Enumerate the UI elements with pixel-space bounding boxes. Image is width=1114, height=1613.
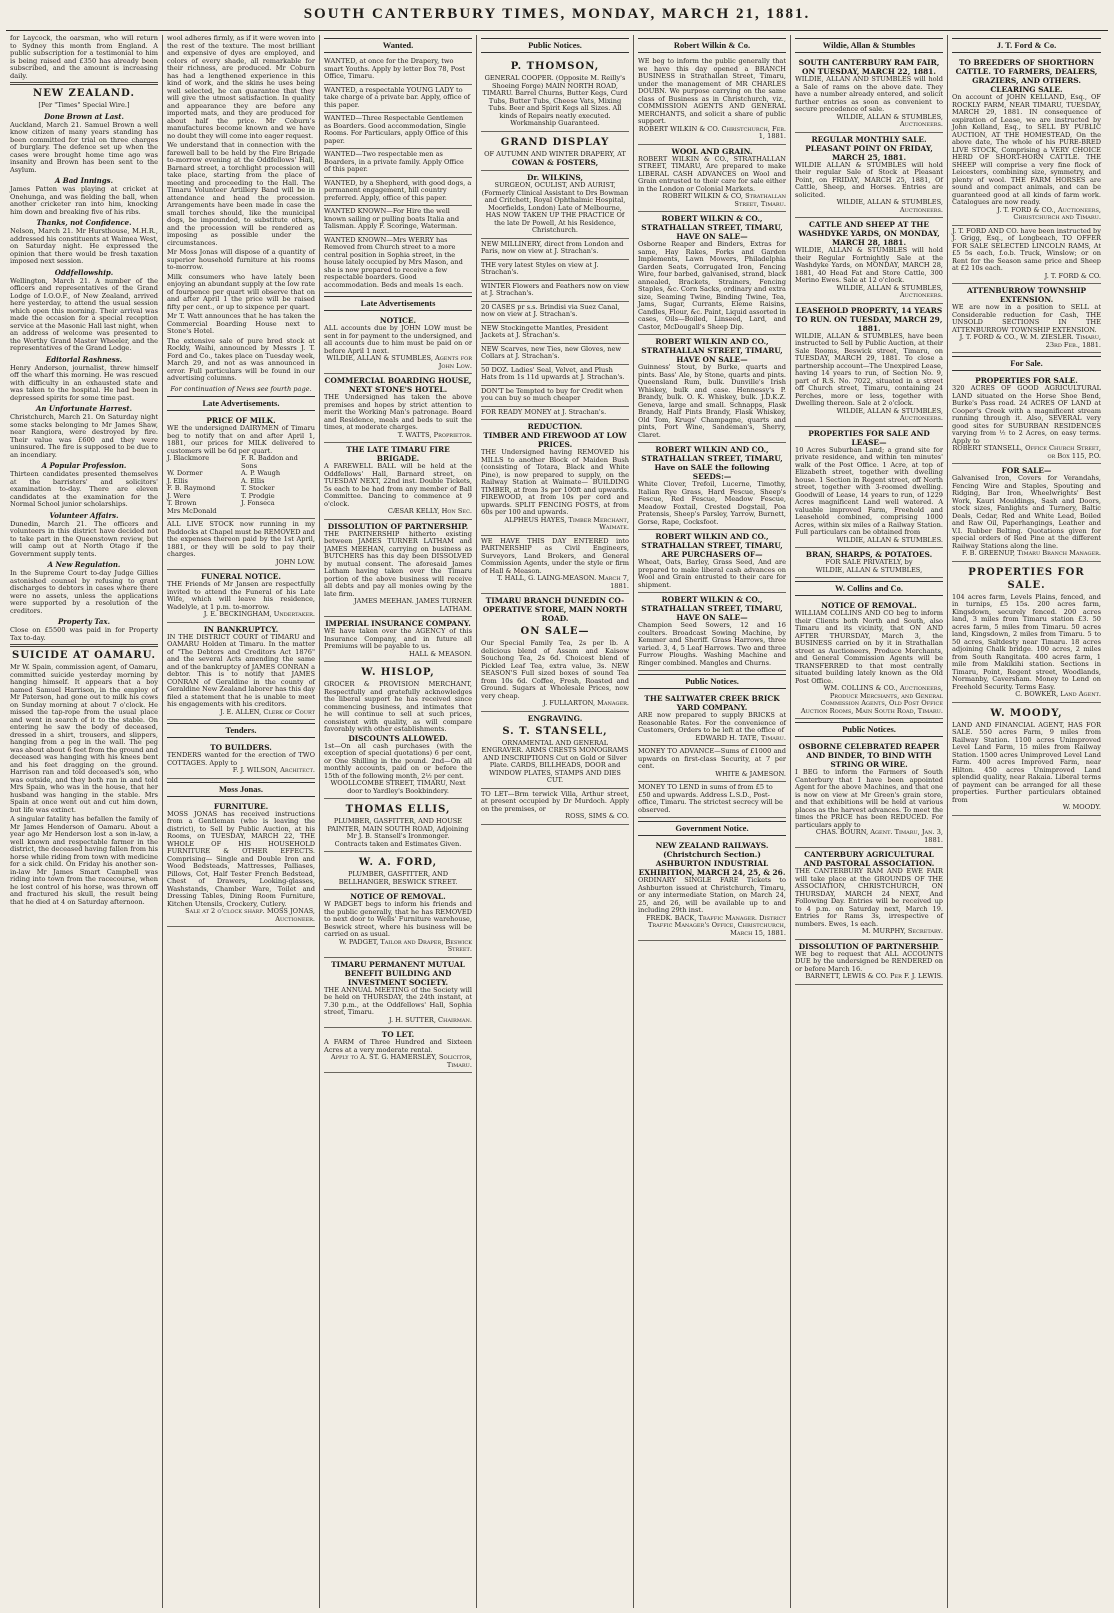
wool-article: wool adheres firmly, as if it were woven into the rest of the texture. The most brilliant and expensive of dyes are employed, and colors of every shade, all remarkable for their richness, are produced. Mr Coburn has had a lengthened experience in this kind of work, and the skins he uses being well selected, he can guarantee that they will give the utmost satisfaction. In quality and appearance they are before any imported mats, and they are produced for about half the price. Mr Coburn's manufactures become known and we have no doubt they will come into eager request. — [167, 35, 315, 140]
news-item — [10, 219, 158, 266]
ad-signature: Apply to A. ST. G. HAMERSLEY, Solicitor, Timaru. — [330, 1053, 472, 1069]
money-lend-ad: MONEY TO LEND in sums of from £5 to £50 and upwards. Address L.S.D., Post-office, Timaru. The strictest secrecy will be observed. — [638, 782, 786, 818]
public-notices-heading: Public Notices. — [638, 674, 786, 689]
furniture-sale-ad — [167, 800, 315, 928]
ad-signature: WM. COLLINS & CO., Auctioneers, Produce Merchants, and General Commission Agents, Old Post Office Auction Rooms, Main South Road, Timaru. — [800, 684, 943, 715]
ad-text: Champion Seed Sowers, 12 and 16 coulters. Broadcast Sowing Machine, by Kemmer and Sheriff. Grass Harrows, three varied. 3, 4, 5 Leaf Harrows. Two and three Furrow Ploughs. Washing Machine and Ringer combined. Mangles and Churns. — [638, 621, 786, 667]
strachan-ad: NEW MILLINERY, direct from London and Paris, now on view at J. Strachan's. — [481, 239, 629, 260]
news-item-body: Nelson, March 21. Mr Hursthouse, M.H.R., addressed his constituents at Waimea West, on Saturday night. He expressed the opinion that there would be fresh taxation imposed next session. — [10, 227, 158, 265]
township-extension-ad — [952, 284, 1101, 353]
ad-title: ROBERT WILKIN & CO., STRATHALLAN STREET, TIMARU, HAVE ON SALE— — [641, 595, 783, 622]
ad-text: 320 ACRES OF GOOD AGRICULTURAL LAND situated on the Horse Shoe Bend, Burke's Pass road. 24 ACRES OF LAND at Cooper's Creek with a magnificent stream running through it. Also, SEVERAL very good sites for SUBURBAN RESIDENCES varying from ½ to 2 Acres, on easy terms. Apply to — [952, 384, 1101, 445]
dairyman-name: F. B. Raymond — [167, 484, 216, 492]
stansell-properties-ad — [952, 374, 1101, 464]
ad-signature: ROBERT STANSELL, Office Church Street, or Box 115, P.O. — [952, 444, 1101, 460]
ad-text: A FAREWELL BALL will be held at the Oddfellows' Hall, Barnard street, on TUESDAY NEXT, 22nd inst. Double Tickets, 5s each to be had from any member of Ball Committee. Dancing to commence at 9 o'clock. — [324, 462, 472, 508]
ad-text: PLUMBER, GASFITTER, AND HOUSE PAINTER, MAIN SOUTH ROAD, Adjoining Mr J. B. Stansell's Ironmonger. — [327, 817, 469, 840]
dairyman-name: Mrs McDonald — [167, 506, 217, 515]
tenders-heading: Tenders. — [167, 723, 315, 738]
wilkin-spirits-ad — [638, 335, 786, 443]
ad-text: SURGEON, OCULIST, AND AURIST, (Formerly Clinical Assistant to Drs Bowman and Critchett, Royal Ophthalmic Hospital, Moorfields, London) Late of Melbourne, HAS NOW TAKEN UP THE PRACTICE Of the late Dr Powell, At his Residence, Christchurch. — [481, 181, 629, 234]
news-item — [10, 561, 158, 615]
ad-title: PROPERTIES FOR SALE. — [975, 376, 1078, 385]
ad-name: W. A. FORD, — [358, 857, 438, 868]
drapery-display-ad — [481, 132, 629, 172]
railways-ad — [638, 839, 786, 941]
wilkin-branch-ad — [638, 56, 786, 145]
late-advertisements-heading: Late Advertisements — [324, 296, 472, 311]
ad-signature: JAMES MEEHAN. JAMES TURNER LATHAM. — [353, 597, 472, 613]
ad-text: GENERAL COOPER. (Opposite M. Reilly's Shoeing Forge) MAIN NORTH ROAD, TIMARU. Barrel Churns, Butter Kegs, Curd Tubs, Butter Tubs, Cheese Vats, Mixing Tubs. Beer and Spirit Kegs all Sizes. All kinds of Repairs neatly executed. Workmanship Guaranteed. — [482, 74, 628, 127]
wanted-ad: WANTED—Three Respectable Gentlemen as Boarders. Good accommodation, Single Rooms. For Particulars, apply Office of this paper. — [324, 113, 472, 149]
ad-title: TO BREEDERS OF SHORTHORN CATTLE. TO FARMERS, DEALERS, GRAZIERS, AND OTHERS. CLEARING SALE. — [955, 58, 1098, 94]
ad-title: DISSOLUTION OF PARTNERSHIP. — [798, 941, 940, 951]
ad-title: ROBERT WILKIN AND CO., STRATHALLAN STREET, TIMARU, Have on SALE the following SEEDS:— — [641, 445, 783, 481]
dairyman-name: J. Ellis — [167, 476, 188, 485]
ad-title: DISSOLUTION OF PARTNERSHIP. — [327, 521, 469, 531]
insurance-ad — [324, 617, 472, 662]
news-item-title: A Popular Profession. — [41, 461, 127, 470]
wilkin-machinery-ad — [638, 593, 786, 671]
ad-signature: F. J. WILSON, Architect. — [232, 766, 315, 774]
column-4 — [477, 35, 634, 1608]
ad-text: ORNAMENTAL AND GENERAL ENGRAVER. ARMS CRESTS MONOGRAMS AND INSCRIPTIONS Cut on Gold or Silver Plate. CARDS, BILLHEADS, DOOR and WINDOW PLATES, STAMPS AND DIES CUT. — [481, 738, 629, 784]
ad-name: THOMAS ELLIS, — [345, 804, 451, 815]
ad-signature: WHITE & JAMESON. — [715, 769, 786, 778]
divider — [10, 644, 158, 647]
ad-signature: CÆSAR KELLY, Hon Sec. — [387, 507, 472, 515]
ad-signature: T. WATTS, Proprietor. — [397, 430, 472, 439]
ad-text: IN THE DISTRICT COURT of TIMARU and OAMARU Holden at Timaru. In the matter of "The Debtors and Creditors Act 1876" and the several Acts amending the same and of the bankruptcy of JAMES CONRAN a debtor. This is to notify that JAMES CONRAN of Geraldine in the county of Geraldine New Zealand laborer has this day filed a statement that he is unable to meet his engagements with his creditors. — [167, 632, 315, 708]
ad-text: TENDERS wanted for the erection of TWO COTTAGES. Apply to — [167, 751, 315, 767]
ad-title: REDUCTION. — [527, 422, 583, 431]
ad-name: S. T. STANSELL, — [502, 725, 608, 737]
strachan-ad: FOR READY MONEY at J. Strachan's. — [481, 407, 629, 421]
ad-text: W PADGET begs to inform his friends and the public generally, that he has REMOVED to next door to Wells' Furniture warehouse, Beswick street, where his business will be carried on as usual. — [324, 900, 472, 938]
ad-title: CATTLE AND SHEEP AT THE WASHDYKE YARDS, ON MONDAY, MARCH 28, 1881. — [798, 220, 940, 247]
ad-title: ROBERT WILKIN AND CO., STRATHALLAN STREET, TIMARU, HAVE ON SALE— — [641, 337, 783, 364]
building-society-ad — [324, 958, 472, 1029]
ad-name: W. MOODY, — [990, 707, 1063, 719]
ad-signature: ROBERT WILKIN & CO. Christchurch, Feb. 1, 1881. — [638, 124, 786, 140]
bankruptcy-notice — [167, 623, 315, 721]
washdyke-sale-ad — [795, 218, 943, 304]
wanted-ad: WANTED—Two respectable men as Boarders, in a private family. Apply Office of this paper. — [324, 149, 472, 178]
wilkin-purchasers-ad — [638, 530, 786, 593]
wanted-heading: Wanted. — [324, 38, 472, 53]
stock-sale-note: The extensive sale of pure bred stock at Rockly, Waihi, announced by Messrs J. T. Ford and Co., takes place on Tuesday week, March 29, and not as was announced in error. Full particulars will be found in our advertising columns. — [167, 336, 315, 382]
jonas-note: Mr Moss Jonas will dispose of a quantity of superior household furniture at his rooms to-morrow. — [167, 248, 315, 271]
ad-text: ALL accounts due by JOHN LOW must be sent in for payment to the undersigned, and all accounts due to him must be paid on or before April 1 next. — [324, 324, 472, 355]
strachan-ad: 50 DOZ. Ladies' Seal, Velvet, and Plush Hats from 1s 11d upwards at J. Strachan's. — [481, 365, 629, 386]
ad-subtitle: ON SALE— — [520, 626, 590, 637]
agricultural-association-ad — [795, 848, 943, 940]
news-item — [10, 512, 158, 559]
ad-note: Contracts taken and Estimates Given. — [334, 839, 462, 848]
dairyman-name: J. Were — [167, 491, 191, 500]
news-item-body: Close on £5500 was paid in for Property Tax to-day. — [10, 626, 158, 642]
column-2 — [163, 35, 320, 1608]
ad-text: WE beg to request that ALL ACCOUNTS DUE by the undersigned be RENDERED on or before March 16. — [795, 949, 943, 973]
ad-signature: Sale at 2 o'clock sharp. MOSS JONAS, Auctioneer. — [185, 907, 315, 923]
lincoln-rams-ad — [952, 226, 1101, 285]
news-item-body: Thirteen candidates presented themselves at the barristers' and solicitors' examination to-day. There are eleven candidates at the examination for the Normal School junior scholarships. — [10, 470, 158, 508]
ad-title: IN BANKRUPTCY. — [203, 624, 279, 634]
ad-text: MOSS JONAS has received instructions from a Gentleman (who is leaving the district), to Sell by Public Auction, at his Rooms, on TUESDAY, MARCH 22, THE WHOLE OF HIS HOUSEHOLD FURNITURE & OTHER EFFECTS. Comprising— Single and Double Iron and Wood Bedsteads, Mattresses, Palliases, Pillows, Cot, Half Tester French Bedstead, Chest of Drawers, Looking-glasses, Washstands, Chamber Ware, Toilet and Dressing Tables, Dining Room Furniture, Kitchen Utensils, Crockery, Cutlery. — [167, 809, 315, 908]
wilkins-surgeon-ad — [481, 171, 629, 239]
news-item — [10, 269, 158, 353]
ad-title: SOUTH CANTERBURY RAM FAIR, ON TUESDAY, MARCH 22, 1881. — [798, 58, 940, 76]
funeral-notice — [167, 570, 315, 623]
ad-text: Our Special Family Tea, 2s per lb. A delicious blend of Assam and Kaisow Souchong Tea, 2s 6d. Choicest blend of Pickled Leaf Tea, extra value, 3s. NEW SEASON'S Full sized boxes of sound Tea from 10s 6d. Coffee, Fresh, Roasted and Ground. Sugars at Wholesale Prices, now very cheap. — [481, 639, 629, 700]
live-stock-ad — [167, 519, 315, 570]
strachan-ad: DON'T be Tempted to buy for Credit when you can buy so much cheaper — [481, 386, 629, 407]
ad-name: P. THOMSON, — [510, 61, 600, 72]
ford-heading: J. T. Ford & Co. — [952, 38, 1101, 53]
public-notices-heading: Public Notices. — [481, 38, 629, 53]
ad-title: LEASEHOLD PROPERTY, 14 YEARS TO RUN. ON TUESDAY, MARCH 29, 1881. — [795, 305, 943, 333]
notice-ad — [324, 314, 472, 374]
news-item-title: A Bad Innings. — [54, 176, 114, 185]
ad-text: THE CANTERBURY RAM AND EWE FAIR will take place at the GROUNDS OF THE ASSOCIATION, CHRISTCHURCH, ON THURSDAY, MARCH 24 NEXT, And Following Day. Entries will be received up to 4 p.m. on Saturday next, March 19. Entries for Rams 3s, irrespective of numbers. Ewes, 1s each. — [795, 867, 943, 928]
osborne-reaper-ad — [795, 740, 943, 848]
news-item — [10, 177, 158, 216]
engraver-ad — [481, 712, 629, 789]
wilkin-heading: Robert Wilkin & Co. — [638, 38, 786, 53]
ad-signature: J. T. FORD & CO. — [1044, 271, 1101, 280]
ad-signature: W. MOODY. — [1062, 803, 1101, 811]
dissolution-ad — [324, 520, 472, 618]
ad-title: ROBERT WILKIN AND CO., STRATHALLAN STREET, TIMARU, ARE PURCHASERS OF— — [641, 532, 783, 559]
milk-note: Milk consumers who have lately been enjoying an abundant supply at the low rate of fourpence per quart will observe that on and after April 1 the price will be raised fifty per cent., or up to sixpence per quart. — [167, 272, 315, 311]
dairymen-list — [167, 455, 315, 515]
ad-title: CANTERBURY AGRICULTURAL AND PASTORAL ASSOCIATION. — [803, 850, 935, 868]
milk-price-ad — [167, 414, 315, 519]
fire-brigade-ball-ad — [324, 443, 472, 520]
dairyman-name: T. Stocker — [241, 484, 275, 492]
wanted-ad: WANTED, a respectable YOUNG LADY to take charge of a private bar. Apply, office of this paper. — [324, 85, 472, 114]
villa-to-let-ad — [481, 789, 629, 825]
ad-text: Guinness' Stout, by Burke, quarts and pints. Bass' Ale, by Stone, quarts and pints. Queensland Rum, bulk. Dunville's Irish Whiskey, bulk and case. Hennessy's P. Brandy, bulk. O. K. Whiskey, bulk. J.D.K.Z. Geneva, large and small. Schnapps, Flask Brandy, Half Pints Brandy, Flask Whiskey, Old Tom, Krugs' Champagne, quarts and pints, Port Wine, Sandeman's, Sherry, Claret. — [638, 363, 786, 439]
hislop-ad — [324, 662, 472, 799]
wool-grain-ad — [638, 145, 786, 213]
ad-title: WOOL AND GRAIN. — [671, 146, 753, 156]
ad-signature: ROSS, SIMS & CO. — [565, 812, 629, 820]
continuation-note: For continuation of News see fourth page. — [170, 384, 312, 393]
news-item — [10, 113, 158, 175]
column-1 — [6, 35, 163, 1608]
ad-text: WE beg to inform the public generally that we have this day opened a BRANCH BUSINESS in Strathallan Street, Timaru, under the management of MR CHARLES DOUBN. We purpose carrying on the same class of Business as in Christchurch, viz., COMMISSION AGENTS AND GENERAL MERCHANTS, and solicit a share of public support. — [638, 57, 786, 125]
tenders-ad — [167, 741, 315, 779]
ad-text: 104 acres farm, Levels Plains, fenced, and in turnips, £5 15s. 200 acres farm, Kingsdown, securely fenced. 200 acres land, 3 miles from Timaru station £3. 50 acres farm, 5 miles from Timaru. 50 acres land, Kingsdown, 2 miles from Timaru. 5 to 50 acres, Saltdesty near Timaru. 18 acres adjoining Chalk bridge. 100 acres, 2 miles from South Rangitata. 400 acres farm, 1 mile from Makikihi station. Sections in Timaru, Point, Regent street, Woodlands, Normanby, Caversham. Money to Lend on Freehold Security. Terms Easy. — [952, 592, 1101, 691]
news-item-body: Henry Anderson, journalist, threw himself off the wharf this morning. He was rescued with difficulty in an exhausted state and was taken to the hospital. He had been in depressed spirits for some time past. — [10, 363, 158, 402]
ad-title: NOTICE OF REMOVAL. — [821, 601, 917, 610]
news-item-title: Done Brown at Last. — [44, 111, 124, 121]
ad-text: FOR SALE PRIVATELY, by — [825, 558, 913, 566]
ad-text: I BEG to inform the Farmers of South Canterbury that I have been appointed Agent for the above Machines, and that one is now on view at Mr Green's grain store, and that exhibitions will be held at various places as the harvest advances. To meet the times the PRICE has been REDUCED. For particulars apply to — [795, 768, 943, 829]
money-advance-ad — [638, 746, 786, 782]
ad-signature: EDWARD H. TATE, Timaru. — [695, 733, 786, 742]
collins-removal-ad — [795, 599, 943, 719]
ad-text: A FARM of Three Hundred and Sixteen Acres at a very moderate rental. — [324, 1038, 472, 1054]
watt-note: Mr T. Watt announces that he has taken the Commercial Boarding House next to Stone's Hotel. — [167, 312, 315, 335]
ad-title: FURNITURE. — [213, 801, 269, 811]
wildie-heading: Wildie, Allan & Stumbles — [795, 38, 943, 53]
ad-signature: J. FULLARTON, Manager. — [542, 699, 629, 707]
ad-title: TO LET. — [381, 1030, 415, 1039]
leasehold-ad — [795, 304, 943, 427]
ad-text: 10 Acres Suburban Land; a grand site for private residence, and within ten minutes' walk of the Post Office. 1 Acre, at top of Elizabeth street, together with dwelling house. 1 Section in Regent street, off North street, together with 3-roomed dwelling. Goodwill of Lease, 14 years to run, of 1229 Acres magnificent Land well watered. A valuable improved Farm, Freehold and Leasehold combined, comprising 1000 Acres, within six miles of a Railway Station. Full particulars can be obtained from — [795, 445, 943, 536]
ad-signature: T. HALL, G. LAING-MEASON. March 7, 1881. — [497, 574, 629, 590]
column-5 — [634, 35, 791, 1608]
news-item-title: A New Regulation. — [47, 560, 121, 569]
ad-text: WILDIE, ALLAN & STUMBLES will hold their Regular Fortnightly Sale at the Washdyke Yards, on MONDAY, MARCH 28, 1881, 40 Head Fat and Store Cattle, 300 Merino Ewes. Sale at 12 o'clock. — [795, 246, 943, 284]
thomson-cooper-ad — [481, 56, 629, 132]
ad-title: PROPERTIES FOR SALE AND LEASE— — [808, 428, 930, 447]
ad-signature: J. E. BECKINGHAM, Undertaker. — [203, 610, 315, 618]
wanted-ad: WANTED, by a Shepherd, with good dogs, a permanent engagement, hill country preferred. Apply, office of this paper. — [324, 178, 472, 207]
partnership-ad — [481, 536, 629, 595]
ad-signature: ALPHEUS HAYES, Timber Merchant, Waimate. — [504, 515, 629, 531]
news-item-body: Dunedin, March 21. The officers and volunteers in this district have decided not to take part in the Queenstown review, but will camp out at North Otago if the Government supply tents. — [10, 519, 158, 558]
news-item-title: Editorial Rashness. — [45, 354, 123, 364]
ad-signature: WILDIE, ALLAN & STUMBLES, — [815, 565, 923, 574]
ad-title: BRAN, SHARPS, & POTATOES. — [805, 550, 933, 559]
news-item-body: James Patten was playing at cricket at Onehunga, and was fielding the ball, when another cricketer ran into him, knocking him down and breaking five of his ribs. — [10, 185, 158, 216]
ad-text: MONEY TO ADVANCE—Sums of £1000 and upwards on first-class Security, at 7 per cent. — [638, 747, 786, 770]
dairyman-name: A. Ellis — [241, 476, 265, 485]
strachan-ad: WINTER Flowers and Feathers now on view at J. Strachan's. — [481, 281, 629, 302]
dissolution-ad — [795, 940, 943, 985]
ad-signature: ROBERT WILKIN & CO, Strathallan Street, Timaru. — [662, 192, 786, 208]
wanted-ad: WANTED KNOWN—For Hire the well known sailing or pulling boats Italia and Talisman. Apply F. Scoringe, Waterman. — [324, 206, 472, 235]
ad-signature: W. PADGET, Tailor and Draper, Beswick Street. — [339, 937, 472, 953]
news-item-body: In the Supreme Court to-day Judge Gillies astonished counsel by refusing to grant discharges to debtors in cases where there were no assets, unless the applications were supported by a resolution of the creditors. — [10, 569, 158, 615]
ad-text: THE ANNUAL MEETING of the Society will be held on THURSDAY, the 24th instant, at 7.30 p.m., at the Oddfellows' Hall, Sophia street, Timaru. — [324, 985, 472, 1016]
ad-text: THE PARTNERSHIP hitherto existing between JAMES TURNER LATHAM and JAMES MEEHAN, carrying on business as BUTCHERS has this day been DISSOLVED by mutual consent. The aforesaid James Latham having taken over the Timaru portion of the above business will receive all debts and pay all monies owing by the late firm. — [324, 529, 472, 598]
ad-title: THE LATE TIMARU FIRE BRIGADE. — [346, 445, 450, 463]
ad-text: WILDIE, ALLAN AND STUMBLES will hold a Sale of rams on the above date. They have a number already entered, and solicit further entries as soon as convenient to secure precedence of sale. — [795, 75, 943, 113]
ad-title: OSBORNE CELEBRATED REAPER AND BINDER, TO BIND WITH STRING OR WIRE. — [798, 742, 940, 769]
ad-signature: COWAN & FOSTERS, — [511, 158, 599, 167]
news-item-title: Property Tax. — [57, 617, 111, 626]
timber-ad — [481, 420, 629, 536]
ad-text: WILDIE, ALLAN & STUMBLES, have been instructed to Sell by Public Auction, at their Sale Rooms, Beswick street, Timaru, on TUESDAY, MARCH 29, 1881. To close a partnership account—The Unexpired Lease, having 14 years to run, of Section No. 9, part of R.S. No. 7022, situated in a street off Church street, Timaru, containing 24 Perches, more or less, together with Dwelling thereon. Sale at 2 o'clock. — [795, 331, 943, 407]
ad-title: ENGRAVING. — [527, 713, 583, 723]
ad-text: THE Undersigned having REMOVED his MILLS to another Block of Maiden Bush (consisting of Totara, Black and White Pine), is now prepared to supply, on the Railway Station at Waimate— BUILDING TIMBER, at from 3s per 100ft and upwards. FIREWOOD, at from 10s per cord and upwards. SPLIT FENCING POSTS, at from 60s per 100 and upwards. — [481, 448, 629, 516]
ad-text: WE the undersigned DAIRYMEN of Timaru beg to notify that on and after April 1, 1881, our prices for MILK delivered to customers will be 6d per quart. — [167, 424, 315, 455]
ad-signature: J. T. FORD & CO., Auctioneers, Christchurch and Timaru. — [997, 205, 1101, 221]
brick-company-ad — [638, 692, 786, 746]
ad-title: Dr. WILKINS, — [526, 173, 583, 182]
ad-title: NOTICE. — [379, 316, 417, 325]
ad-text: ORDINARY SINGLE FARE Tickets to Ashburton issued at Christchurch, Timaru, or any intermediate Station, on March 24, 25, and 26, will be available up to and including 29th inst. — [638, 876, 786, 914]
late-advertisements-heading: Late Advertisements. — [167, 396, 315, 411]
wanted-ad: WANTED, at once for the Drapery, two smart Youths. Apply by letter Box 78, Post Office, Timaru. — [324, 56, 472, 85]
ad-text: WILDIE ALLAN & STUMBLES will hold their regular Sale of Stock at Pleasant Point, on FRIDAY, MARCH 25, 1881, Of Cattle, Sheep, and Horses. Entries are solicited. — [795, 160, 943, 199]
ad-text: ALL LIVE STOCK now running in my Paddocks at Chapel must be REMOVED and the expenses thereon paid by the 1st April, 1881, or they will be sold to pay their charges. — [167, 520, 315, 558]
ad-signature: J. H. SUTTER, Chairman. — [388, 1015, 472, 1024]
ad-title: DISCOUNTS ALLOWED. — [348, 733, 448, 743]
ad-text: THE Friends of Mr Jansen are respectfully invited to attend the Funeral of his Late Wife, which will leave his residence, Wadelyle, at 1 p.m. to-morrow. — [167, 580, 315, 611]
farm-to-let-ad — [324, 1028, 472, 1073]
government-notice-heading: Government Notice. — [638, 821, 786, 836]
news-item-title: Oddfellowship. — [54, 267, 114, 277]
dairyman-name: T. Brown — [167, 499, 197, 507]
properties-lease-ad — [795, 427, 943, 549]
suicide-article: Mr W. Spain, commission agent, of Oamaru, committed suicide yesterday morning by hanging himself. It appears that a boy named Samuel Harrison, in the employ of Mr Paterson, had gone out to milk his cows on Sunday morning at about 7 o'clock. He missed the tap-rope from the usual place and went in search of it to the stable. On entering he saw the body of deceased, dressed in a shirt, trousers, and slippers, hanging from a peg in the wall. The peg was about about 6 feet from the ground and deceased was hanging with his knees bent and his feet dragging on the ground. Harrison ran and told deceased's son, who was outside, and they both ran in and told Mrs Spain, who was in the house, that her husband was hanging in the stable. Mrs Spain at once went out and cut him down, but life was extinct. — [10, 663, 158, 814]
ad-signature: WILDIE, ALLAN & STUMBLES, Agents for John Low. — [326, 354, 472, 370]
moss-jonas-heading: Moss Jonas. — [167, 782, 315, 797]
fire-brigade-article: We understand that in connection with the farewell ball to be held by the Fire Brigade to-morrow evening at the Oddfellows' Hall, Barnard street, a torchlight procession will take place, starting from the place of meeting and proceeding to the Hall. The Timaru Volunteer Artillery Band will be in attendance and head the procession. Arrangements have been made in case the small torches should, like the municipal dogs, be impounded, to substitute others, and the procession will be rendered as imposing as possible under the circumstances. — [167, 141, 315, 247]
ad-text: ROBERT WILKIN & CO., STRATHALLAN STREET, TIMARU, Are prepared to make LIBERAL CASH ADVANCES on Wool and Grain entrusted to their care for sale either in the London or Colonial Markets. — [638, 154, 786, 193]
masthead — [6, 6, 1108, 31]
news-item — [10, 356, 158, 403]
ad-title: TO BUILDERS. — [210, 743, 272, 752]
strachan-ad: NEW Stockingette Mantles, President Jackets at J. Strachan's. — [481, 323, 629, 344]
ad-signature: C. BOWKER, Land Agent. — [1015, 690, 1101, 698]
ad-title: TIMARU PERMANENT MUTUAL BENEFIT BUILDING AND INVESTMENT SOCIETY. — [331, 959, 465, 987]
news-item-title: Thanks, not Confidence. — [36, 218, 132, 227]
monthly-sale-ad — [795, 133, 943, 219]
ad-signature: WILDIE, ALLAN & STUMBLES. — [836, 535, 943, 544]
ad-text: WE are now in a position to SELL at Considerable reduction for Cash, THE UNSOLD SECTIONS IN THE ATTENBURROW TOWNSHIP EXTENSION. — [952, 303, 1101, 334]
ad-title: ROBERT WILKIN & CO., STRATHALLAN STREET, TIMARU, HAVE ON SALE— — [641, 214, 783, 241]
suicide-heading: SUICIDE AT OAMARU. — [11, 650, 157, 661]
ad-address: WOOLLCOMBE STREET, TIMARU, Next door to Yardley's Bookbindery. — [330, 779, 466, 795]
ad-text: ARE now prepared to supply BRICKS at Reasonable Rates. For the convenience of Customers, Orders to be left at the office of — [638, 711, 786, 734]
ad-text: 1st—On all cash purchases (with the exception of special quotations) 6 per cent, or One Shilling in the pound. 2nd—On all monthly accounts, paid on or before the 15th of the following month, 2½ per cent. — [324, 741, 472, 780]
ad-signature: JOHN LOW. — [275, 557, 315, 566]
ad-signature: M. MURPHY, Secretary. — [861, 927, 943, 935]
strachan-ad: THE very latest Styles on view at J. Strachan's. — [481, 260, 629, 281]
cooperative-store-ad — [481, 594, 629, 712]
ad-signature: J. T. FORD & CO., W. M. ZIESLER. Timaru, 23rd Feb., 1881. — [959, 333, 1101, 349]
news-item — [10, 405, 158, 459]
ad-signature: WILDIE, ALLAN & STUMBLES, Auctioneers. — [836, 198, 943, 214]
ad-text: PLUMBER, GASFITTER, AND BELLHANGER, BESWICK STREET. — [338, 870, 458, 886]
byline: [Per "Times" Special Wire.] — [38, 101, 130, 109]
ad-title: TIMBER AND FIREWOOD AT LOW PRICES. — [483, 431, 627, 449]
fatality-article: A singular fatality has befallen the family of Mr James Henderson of Oamaru. About a year ago Mr Henderson lost a son in-law, a well known and respectable farmer in the district, the deceased having fallen from his horse while riding from town with medicine for a sick child. On Friday his another son-in-law Mr James Smart Campbell was riding into town from the racecourse, when he lost control of his horse, was thrown off and fractured his skull, the result being that he died at 4 on Saturday afternoon. — [10, 815, 158, 906]
ad-text: OF AUTUMN AND WINTER DRAPERY, AT — [484, 149, 626, 158]
dairyman-name: A. P. Waugh — [241, 469, 281, 477]
ad-signature: FREDK. BACK, Traffic Manager. District Traffic Manager's Office, Christchurch, March 15, 1881. — [645, 913, 786, 937]
wilkin-implements-ad — [638, 212, 786, 335]
wilkin-seeds-ad — [638, 443, 786, 530]
ellis-ad — [324, 799, 472, 852]
ram-fair-ad — [795, 56, 943, 133]
ad-signature: WILDIE, ALLAN & STUMBLES, Auctioneers. — [836, 406, 943, 422]
dairyman-name: T. Prodgie — [241, 491, 275, 500]
strachan-ad: 20 CASES pr s.s. Brindisi via Suez Canal, now on view at J. Strachan's. — [481, 302, 629, 323]
news-item-title: Volunteer Affairs. — [49, 510, 119, 520]
ad-title: FOR SALE— — [1001, 466, 1052, 475]
ford-plumber-ad — [324, 852, 472, 890]
column-3 — [320, 35, 477, 1608]
ad-signature: CHAS. BOURN, Agent. Timaru, Jan. 3, 1881. — [815, 828, 943, 844]
ad-signature: BARNETT, LEWIS & CO. Per F. J. LEWIS. — [805, 972, 943, 980]
ad-title: GRAND DISPLAY — [500, 136, 610, 148]
section-heading-new-zealand: NEW ZEALAND. — [33, 88, 135, 99]
ad-text: White Clover, Trefoil, Lucerne, Timothy, Italian Rye Grass, Hard Fescue, Sheep's Fescue, Red Fescue, Meadow Fescue, Meadow Foxtail, Crested Dogstail, Poa Pratensis, Sheep's Parsley, Yarrow, Burnett, Gorse, Rape, Cocksfoot. — [638, 480, 786, 526]
ad-signature: HALL & MEASON. — [408, 649, 472, 658]
ad-title: PROPERTIES FOR SALE. — [968, 566, 1085, 591]
shorthorn-sale-ad — [952, 56, 1101, 226]
intro-paragraph: for Laycock, the oarsman, who will return to Sydney this month from England. A public subscription for a testimonial to him is being raised and £350 has already been subscribed, and the amount is increasing daily. — [10, 35, 158, 80]
moody-land-agent-ad — [952, 703, 1101, 816]
ad-text: Osborne Reaper and Binders, Extras for same, Hay Rakes, Forks and Garden Implements, Lawn Mowers, Philadelphia Garden Seats, Corrugated Iron, Fencing Wire, four barbed, galvanised, strand, black annealed, Brackets, Strainers, Fencing Staples, &c. Corn Sacks, ordinary and extra size, Seaming Twine, Binding Twine, Tea, Jams, Sugar, Currants, Eleme Raisins, Candles, Flour, &c. Paint, Liquid assorted in cases, Oils—Boiled, Linseed, Lard, and Castor, McDougall's Sheep Dip. — [638, 240, 786, 331]
collins-heading: W. Collins and Co. — [795, 581, 943, 596]
news-item-body: Auckland, March 21. Samuel Brown a well know citizen of many years standing has been committed for trial on three charges of burglary. The defence set up when the cases were brought home time ago was insanity and Brown has been sent to the Asylum. — [10, 120, 158, 174]
ad-text: LAND AND FINANCIAL AGENT, HAS FOR SALE. 550 acres Farm, 9 miles from Railway Station. 1100 acres Unimproved Level Land Farm, 15 miles from Railway Station. 1500 acres Unimproved Level Land Farm. 400 acres Improved Farm, near Hilton. 450 acres Unimproved Land splendid quality, near Rakaia. Liberal terms of payment can be arranged for all these properties. Further particulars obtained from — [952, 720, 1101, 804]
column-6 — [791, 35, 948, 1608]
ad-text: WE HAVE THIS DAY ENTERED into PARTNERSHIP as Civil Engineers, Surveyors, Land Brokers, and General Commission Agents, under the style or firm of Hall & Meason. — [481, 536, 629, 575]
ad-text: Wheat, Oats, Barley, Grass Seed, And are prepared to make liberal cash advances on Wool and Grain entrusted to their care for shipment. — [638, 558, 786, 589]
public-notices-heading: Public Notices. — [795, 722, 943, 737]
masthead-title: SOUTH CANTERBURY TIMES, MONDAY, MARCH 21, 1881. — [303, 6, 811, 22]
ad-signature: F. B. GREENUP, Timaru Branch Manager. — [961, 549, 1101, 557]
bowker-properties-ad — [952, 562, 1101, 703]
divider — [10, 82, 158, 85]
ad-title: FUNERAL NOTICE. — [201, 572, 281, 581]
ad-name: W. HISLOP, — [361, 667, 435, 678]
ad-title: COMMERCIAL BOARDING HOUSE, NEXT STONE'S HOTEL. — [324, 376, 472, 394]
ad-title: IMPERIAL INSURANCE COMPANY. — [325, 619, 471, 628]
boarding-house-ad — [324, 374, 472, 443]
padget-removal-ad — [324, 890, 472, 958]
ad-text: WE have taken over the AGENCY of this Insurance Company, and in future all Premiums will be payable to us. — [324, 627, 472, 650]
dairyman-name: W. Dormer — [167, 469, 203, 477]
ad-text: GROCER & PROVISION MERCHANT, Respectfully and gratefully acknowledges the liberal support he has received since commencing business, and intimates that he will continue to sell at such prices, consistent with quality, as will compare favorably with other establishments. — [324, 680, 472, 733]
columns — [6, 35, 1108, 1608]
ad-title: TIMARU BRANCH DUNEDIN CO-OPERATIVE STORE, MAIN NORTH ROAD. — [482, 596, 628, 623]
for-sale-heading: For Sale. — [952, 356, 1101, 371]
ad-title: PRICE OF MILK. — [206, 416, 276, 425]
ad-title: NEW ZEALAND RAILWAYS. (Christchurch Section.) ASHBURTON INDUSTRIAL EXHIBITION, MARCH 24, 25, & 26. — [638, 841, 786, 877]
column-7 — [948, 35, 1105, 1608]
ad-title: ATTENBURROW TOWNSHIP EXTENSION. — [966, 286, 1087, 304]
news-item-title: An Unfortunate Harrest. — [35, 404, 133, 413]
bran-ad — [795, 548, 943, 578]
ad-title: NOTICE OF REMOVAL. — [350, 892, 446, 901]
ad-signature: J. E. ALLEN, Clerk of Court — [220, 707, 315, 716]
ad-text: TO LET—Brm terwick Villa, Arthur street, at present occupied by Dr Murdoch. Apply on the premises, or — [481, 789, 629, 813]
hardware-sale-ad — [952, 464, 1101, 562]
ad-text: WILLIAM COLLINS AND CO beg to inform their Clients both North and South, also Timaru and its vicinity, that ON AND AFTER THURSDAY, March 3, the BUSINESS carried on by it in Strathallan street as Auctioneers, Produce Merchants, and General Commission Agents will be TRANSFERRED to that most centrally situated building lately known as the Old Post Office. — [795, 609, 943, 685]
ad-text: Galvanised Iron, Covers for Verandahs, Fencing Wire and Staples, Spouting and Ridging, Bar Iron, Wheelwrights' Best Work, Kauri Mouldings, Sash and Doors, stock sizes, Fanlights and Turnery, Baltic Deals, Cedar, Red and White Lead, Boiled and Raw Oil, Paperhangings, Leather and V.I. Rubber Belting. Quotations given for special orders of Red Pine at the different Railway Stations along the line. — [952, 474, 1101, 550]
strachan-ad: NEW Scarves, new Ties, new Gloves, new Collars at J. Strachan's. — [481, 344, 629, 365]
ad-text: THE Undersigned has taken the above premises and hopes by strict attention to merit the Working Man's patronage. Board and Residence, meals and beds to suit the times, at moderate charges. — [324, 393, 472, 431]
news-item-body: Christchurch, March 21. On Saturday night some stacks belonging to Mr James Shaw, near Rangiora, were destroyed by fire. Their value was £600 and they were uninsured. The fire is supposed to be due to an incendiary. — [10, 413, 158, 459]
news-item-body: Wellington, March 21. A number of the officers and representatives of the Grand Lodge of I.O.O.F., of New Zealand, arrived here yesterday, to attend the usual session which open this morning. Their arrival was made the occasion for a special reception service at the Masonic Hall last night, when an address of welcome was presented to the Worthy Grand Master Wheeler, and the representatives of the Grand Lodge. — [10, 276, 158, 352]
dairyman-name: J. Fonseca — [241, 499, 275, 507]
dairyman-name: J. Blackmore — [167, 454, 210, 462]
ad-signature: WILDIE, ALLAN & STUMBLES, Auctioneers. — [836, 112, 943, 128]
ad-title: THE SALTWATER CREEK BRICK YARD COMPANY. — [644, 694, 780, 712]
ad-signature: WILDIE, ALLAN & STUMBLES, Auctioneers. — [836, 283, 943, 299]
news-item — [10, 618, 158, 642]
ad-title: REGULAR MONTHLY SALE. PLEASANT POINT ON FRIDAY, MARCH 25, 1881. — [805, 134, 933, 162]
ad-text: On account of JOHN KELLAND, Esq., OF ROCKLY FARM, NEAR TIMARU, TUESDAY, MARCH 29, 1881. IN consequence of expiration of Lease, we are instructed by John Kelland, Esq., to SELL BY PUBLIC AUCTION, AT THE HOMESTEAD, On the above date, The whole of his PURE-BRED LIVE STOCK, Comprising a VERY CHOICE HERD OF SHORT-HORN CATTLE. THE SHEEP will comprise a very fine flock of Leicesters, combining size, symmetry, and plenty of wool. THE FARM HORSES are sound and compact animals, and can be guaranteed good at all kinds of farm work. Catalogues are now ready. — [952, 93, 1101, 206]
wanted-ad: WANTED KNOWN—Mrs WERRY has Removed from Church street to a more central position in Sophia street, in the house lately occupied by Mrs Mason, and she is now prepared to receive a few respectable boarders. Good accommodation. Beds and meals 1s each. — [324, 235, 472, 294]
ad-text: J. T. FORD AND CO. have been instructed by J. Grigg, Esq., of Longbeach, TO OFFER FOR SALE SELECTED LINCOLN RAMS, At £5 5s each, f.o.b. Truck, Winslow; or on Rent for the Season same price and Sheep at £2 10s each. — [952, 226, 1102, 272]
news-item — [10, 462, 158, 509]
dairyman-name: F. R. Baddon and Sons — [241, 454, 298, 470]
